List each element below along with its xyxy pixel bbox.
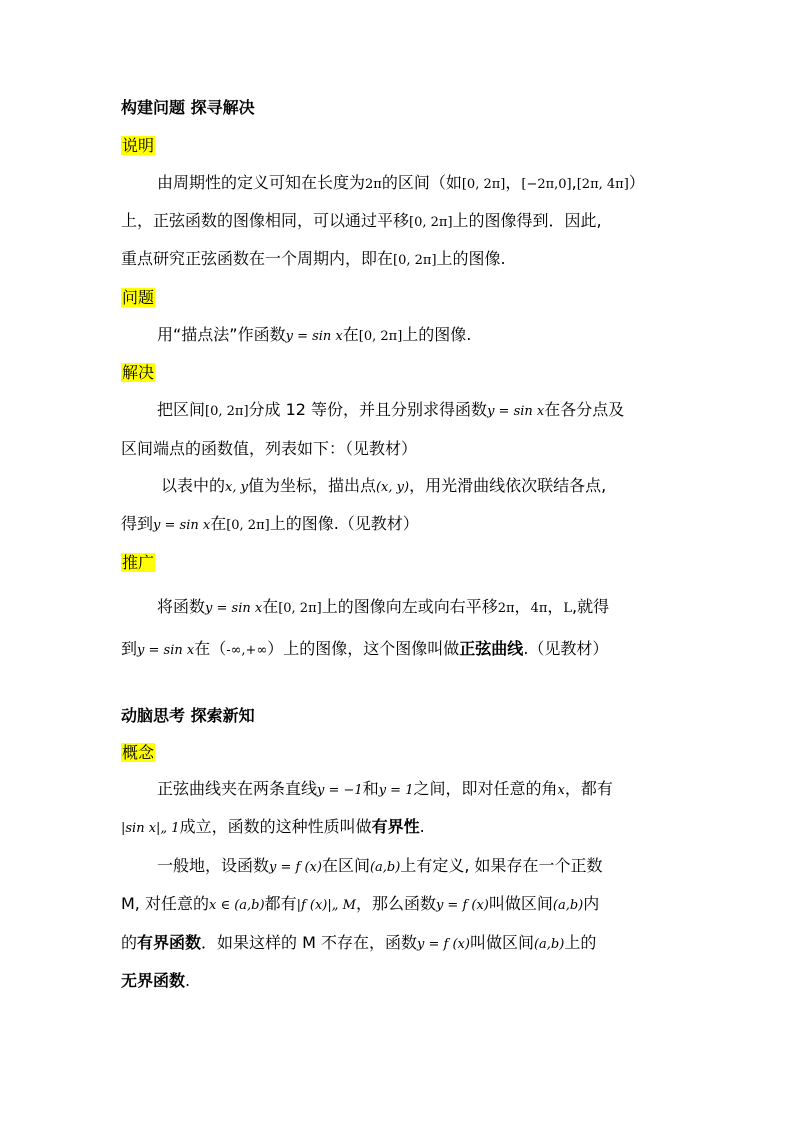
label-shuoming	[121, 136, 155, 156]
text: ）上的图像，这个图像叫做	[267, 639, 460, 658]
math-expr: y = sin x	[487, 404, 545, 419]
text: 由周期性的定义可知在长度为	[157, 173, 366, 192]
math-expr: y = 1	[378, 783, 414, 798]
text: 在	[262, 597, 279, 616]
math-expr: [0, 2π]	[226, 518, 270, 533]
text: ,	[571, 173, 577, 192]
bold-term: 正弦曲线	[459, 639, 524, 658]
math-expr: [0, 2π]	[278, 601, 322, 616]
label-jiejue	[121, 363, 155, 383]
text: 分成 12 等份，并且分别求得函数	[248, 400, 488, 419]
math-expr: -∞,+∞	[226, 643, 268, 658]
paragraph-line	[121, 249, 506, 271]
text: 上的图像.	[436, 249, 506, 268]
math-expr: y = f (x)	[417, 937, 470, 952]
text: 得到	[121, 514, 154, 533]
label-wenti	[121, 288, 155, 308]
paragraph-line	[121, 971, 190, 991]
text: .	[419, 817, 425, 836]
highlight-label: 解决	[122, 363, 155, 382]
bold-term: 无界函数	[121, 971, 186, 990]
text: 上的图像.（见教材）	[269, 514, 419, 533]
math-expr: y = sin x	[137, 643, 195, 658]
paragraph-line	[121, 639, 608, 661]
highlight-label: 推广	[122, 553, 155, 572]
section-heading-2: 动脑思考 探索新知	[121, 706, 255, 725]
math-expr: y = −1	[317, 783, 363, 798]
text: ，那么函数	[355, 894, 436, 913]
paragraph-line	[161, 476, 606, 498]
math-expr: 4π	[530, 601, 548, 616]
text: 上的图像向左或向右平移	[321, 597, 498, 616]
math-expr: [0, 2π]	[393, 253, 437, 268]
text: 将函数	[157, 597, 206, 616]
paragraph-line	[157, 779, 613, 801]
paragraph-line	[121, 894, 599, 916]
text: 正弦曲线夹在两条直线	[157, 779, 318, 798]
math-expr: 2π	[365, 177, 382, 192]
text: .（见教材）	[523, 639, 609, 658]
text: ）	[628, 173, 645, 192]
text: 上的图像.	[402, 325, 472, 344]
highlight-label: 问题	[122, 288, 155, 307]
text: 一般地，设函数	[157, 856, 270, 875]
label-tuiguang	[121, 553, 155, 573]
text: 的区间（如	[381, 173, 462, 192]
text: 在	[210, 514, 227, 533]
text: 内	[583, 894, 600, 913]
math-expr: (a,b)	[369, 860, 401, 875]
text: 之间，即对任意的角	[413, 779, 558, 798]
text: ，用光滑曲线依次联结各点,	[409, 476, 607, 495]
paragraph-line	[157, 173, 645, 195]
text: M, 对任意的	[121, 894, 209, 913]
bold-term: 有界函数	[137, 933, 202, 952]
text: 在各分点及	[544, 400, 625, 419]
highlight-label: 说明	[122, 136, 155, 155]
paragraph-line	[121, 514, 419, 536]
text: ，	[505, 173, 522, 192]
paragraph-line	[157, 856, 603, 878]
math-expr: y = sin x	[153, 518, 211, 533]
math-expr: y = sin x	[205, 601, 263, 616]
math-expr: 2π	[497, 601, 515, 616]
math-expr: (a,b)	[533, 937, 565, 952]
text: ，	[547, 597, 564, 616]
math-expr: x	[557, 783, 565, 798]
math-expr: [0, 2π]	[461, 177, 506, 192]
text: 到	[121, 639, 138, 658]
text: 在	[342, 325, 359, 344]
paragraph-line	[121, 933, 596, 955]
text: 重点研究正弦函数在一个周期内，即在	[121, 249, 394, 268]
text: ，都有	[564, 779, 613, 798]
bold-term: 有界性	[371, 817, 420, 836]
paragraph-line	[121, 211, 602, 233]
text: ．如果这样的 M 不存在，函数	[201, 933, 418, 952]
paragraph-line	[121, 439, 417, 459]
text: ，	[514, 597, 531, 616]
math-expr: |f (x)|„ M	[296, 898, 356, 913]
text: 用“描点法”作函数	[157, 325, 286, 344]
math-expr: [2π, 4π]	[576, 177, 629, 192]
math-expr: [0, 2π]	[205, 404, 249, 419]
math-expr: x, y	[225, 480, 248, 495]
math-expr: y = f (x)	[269, 860, 322, 875]
text: 在（	[194, 639, 227, 658]
text: 的	[121, 933, 138, 952]
text: .	[185, 971, 191, 990]
text: 叫做区间	[488, 894, 553, 913]
math-expr: (a,b)	[552, 898, 584, 913]
text: 值为坐标，描出点	[247, 476, 376, 495]
math-expr: x ∈ (a,b)	[208, 898, 265, 913]
label-gainian	[121, 743, 155, 763]
text: 以表中的	[161, 476, 226, 495]
math-expr: [−2π,0]	[521, 177, 572, 192]
math-expr: y = f (x)	[435, 898, 489, 913]
text: 都有	[264, 894, 297, 913]
math-expr: [0, 2π]	[409, 215, 453, 230]
text: 把区间	[157, 400, 206, 419]
text: 上，正弦函数的图像相同，可以通过平移	[121, 211, 410, 230]
paragraph-line	[157, 400, 624, 422]
text: 在区间	[321, 856, 370, 875]
text: 上有定义, 如果存在一个正数	[400, 856, 603, 875]
highlight-label: 概念	[122, 743, 155, 762]
paragraph-line	[121, 817, 425, 839]
math-expr: y = sin x	[285, 329, 343, 344]
math-expr: |sin x|„ 1	[121, 821, 180, 836]
text: ,就得	[572, 597, 610, 616]
paragraph-line	[157, 325, 471, 347]
text: 叫做区间	[469, 933, 534, 952]
math-expr: [0, 2π]	[358, 329, 403, 344]
paragraph-line	[157, 597, 609, 619]
math-expr: L	[563, 601, 573, 616]
math-expr: (x, y)	[375, 480, 410, 495]
text: 成立，函数的这种性质叫做	[179, 817, 372, 836]
text: 上的	[564, 933, 597, 952]
text: 区间端点的函数值，列表如下：（见教材）	[121, 439, 418, 458]
text: 和	[362, 779, 379, 798]
text: 上的图像得到．因此,	[452, 211, 602, 230]
section-heading-1: 构建问题 探寻解决	[121, 98, 255, 117]
